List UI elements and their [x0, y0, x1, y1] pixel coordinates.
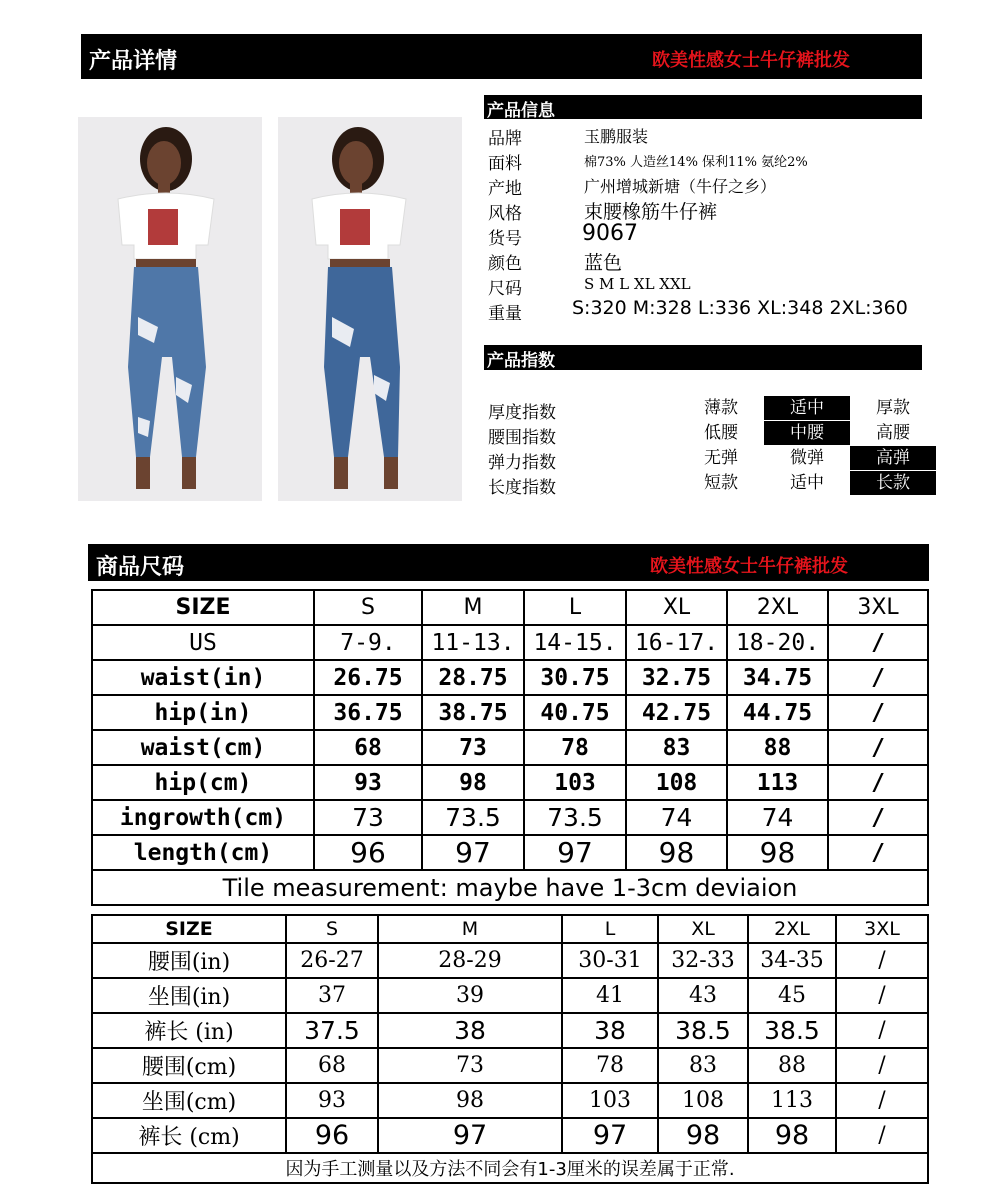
cell: 73.5	[422, 800, 524, 835]
row-label: 裤长 (in)	[92, 1013, 286, 1048]
cell: 26-27	[286, 943, 378, 978]
index-option-thin: 薄款	[704, 398, 738, 418]
index-option-regular: 适中	[790, 473, 824, 493]
cell: 98	[378, 1083, 562, 1118]
table-row	[92, 625, 928, 660]
index-option-high-waist: 高腰	[876, 423, 910, 443]
row-label: 腰围(cm)	[92, 1048, 286, 1083]
cell: 30.75	[524, 660, 626, 695]
cell: 73	[314, 800, 422, 835]
cell: 83	[626, 730, 727, 765]
index-option-mid-waist-selected: 中腰	[764, 421, 850, 445]
cell: 98	[658, 1118, 748, 1153]
cell: 30-31	[562, 943, 658, 978]
cell: /	[828, 730, 928, 765]
cell: 36.75	[314, 695, 422, 730]
cell: /	[828, 625, 928, 660]
cell: /	[828, 660, 928, 695]
cell: 28.75	[422, 660, 524, 695]
model-side-illustration	[278, 117, 462, 501]
cell: 88	[727, 730, 828, 765]
cell: 113	[748, 1083, 836, 1118]
header-2xl: 2XL	[727, 590, 828, 625]
cell: 42.75	[626, 695, 727, 730]
index-option-medium-selected: 适中	[764, 396, 850, 420]
cell: 73	[378, 1048, 562, 1083]
index-option-long-selected: 长款	[850, 471, 936, 495]
cell: 38	[378, 1013, 562, 1048]
index-label-thickness: 厚度指数	[488, 403, 556, 423]
cell: 113	[727, 765, 828, 800]
cell: 88	[748, 1048, 836, 1083]
row-label: 坐围(in)	[92, 978, 286, 1013]
index-label-length: 长度指数	[488, 478, 556, 498]
cell: 93	[314, 765, 422, 800]
table-row	[92, 1013, 928, 1048]
row-label: hip(in)	[92, 695, 314, 730]
index-option-short: 短款	[704, 473, 738, 493]
cell: 44.75	[727, 695, 828, 730]
cell: 98	[626, 835, 727, 870]
cell: 97	[562, 1118, 658, 1153]
cell: /	[828, 835, 928, 870]
cell: 34-35	[748, 943, 836, 978]
cell: 103	[524, 765, 626, 800]
cell: 78	[524, 730, 626, 765]
cell: 11-13.	[422, 625, 524, 660]
header-3xl: 3XL	[836, 915, 928, 943]
cell: 83	[658, 1048, 748, 1083]
model-photo-front	[78, 117, 262, 501]
info-value-weight: S:320 M:328 L:336 XL:348 2XL:360	[572, 297, 908, 319]
cell: /	[828, 800, 928, 835]
cell: /	[828, 695, 928, 730]
table-note-row	[92, 870, 928, 905]
index-option-high-stretch-selected: 高弹	[850, 446, 936, 470]
cell: 108	[626, 765, 727, 800]
cell: /	[836, 943, 928, 978]
header-3xl: 3XL	[828, 590, 928, 625]
model-photo-side	[278, 117, 462, 501]
cell: 38.5	[748, 1013, 836, 1048]
cell: 74	[626, 800, 727, 835]
cell: /	[836, 1048, 928, 1083]
header-xl: XL	[658, 915, 748, 943]
header-l: L	[524, 590, 626, 625]
info-value-item-no: 9067	[582, 221, 638, 246]
table-row	[92, 695, 928, 730]
row-label: 坐围(cm)	[92, 1083, 286, 1118]
table-row	[92, 730, 928, 765]
table-row	[92, 1118, 928, 1153]
header-m: M	[422, 590, 524, 625]
table-row	[92, 1083, 928, 1118]
cell: 37	[286, 978, 378, 1013]
cell: 103	[562, 1083, 658, 1118]
info-label-origin: 产地	[488, 179, 522, 199]
cell: 97	[422, 835, 524, 870]
table-row	[92, 943, 928, 978]
cell: 34.75	[727, 660, 828, 695]
index-option-thick: 厚款	[876, 398, 910, 418]
cell: 38.75	[422, 695, 524, 730]
table-header-row	[92, 590, 928, 625]
row-label: hip(cm)	[92, 765, 314, 800]
cell: 18-20.	[727, 625, 828, 660]
cell: 78	[562, 1048, 658, 1083]
info-value-style: 束腰橡筋牛仔裤	[584, 201, 718, 223]
cell: /	[828, 765, 928, 800]
model-front-illustration	[78, 117, 262, 501]
cell: 98	[727, 835, 828, 870]
header-size: SIZE	[92, 590, 314, 625]
index-label-stretch: 弹力指数	[488, 453, 556, 473]
header-m: M	[378, 915, 562, 943]
cell: 97	[524, 835, 626, 870]
info-value-origin: 广州增城新塘（牛仔之乡）	[584, 177, 777, 196]
cell: 74	[727, 800, 828, 835]
header-s: S	[286, 915, 378, 943]
product-index-header	[484, 345, 922, 370]
info-label-fabric: 面料	[488, 154, 522, 174]
table-row	[92, 978, 928, 1013]
cell: 68	[286, 1048, 378, 1083]
table-row	[92, 835, 928, 870]
product-detail-header	[81, 34, 922, 79]
size-table-english	[91, 589, 929, 906]
measurement-note-chinese: 因为手工测量以及方法不同会有1-3厘米的误差属于正常.	[92, 1153, 928, 1183]
cell: /	[836, 978, 928, 1013]
cell: 7-9.	[314, 625, 422, 660]
table-row	[92, 1048, 928, 1083]
index-option-slight-stretch: 微弹	[790, 448, 824, 468]
info-value-color: 蓝色	[584, 252, 623, 274]
table-header-row	[92, 915, 928, 943]
cell: 32-33	[658, 943, 748, 978]
info-label-size: 尺码	[488, 279, 522, 299]
cell: 73.5	[524, 800, 626, 835]
row-label: ingrowth(cm)	[92, 800, 314, 835]
product-info-title: 产品信息	[487, 101, 555, 121]
header-l: L	[562, 915, 658, 943]
cell: 68	[314, 730, 422, 765]
cell: 108	[658, 1083, 748, 1118]
cell: 43	[658, 978, 748, 1013]
info-label-color: 颜色	[488, 254, 522, 274]
header-xl: XL	[626, 590, 727, 625]
cell: 38	[562, 1013, 658, 1048]
cell: 98	[748, 1118, 836, 1153]
cell: 14-15.	[524, 625, 626, 660]
cell: 37.5	[286, 1013, 378, 1048]
cell: 41	[562, 978, 658, 1013]
table-note-row	[92, 1153, 928, 1183]
cell: /	[836, 1083, 928, 1118]
row-label: length(cm)	[92, 835, 314, 870]
info-label-style: 风格	[488, 204, 522, 224]
info-label-weight: 重量	[488, 304, 522, 324]
info-label-brand: 品牌	[488, 129, 522, 149]
row-label: waist(cm)	[92, 730, 314, 765]
info-value-brand: 玉鹏服装	[584, 127, 649, 146]
cell: 96	[314, 835, 422, 870]
cell: 45	[748, 978, 836, 1013]
cell: /	[836, 1013, 928, 1048]
cell: 38.5	[658, 1013, 748, 1048]
header-tagline: 欧美性感女士牛仔裤批发	[652, 50, 850, 71]
row-label: 裤长 (cm)	[92, 1118, 286, 1153]
table-row	[92, 765, 928, 800]
product-index-title: 产品指数	[487, 351, 555, 371]
info-value-size: S M L XL XXL	[584, 275, 691, 293]
table-row	[92, 800, 928, 835]
header-size: SIZE	[92, 915, 286, 943]
cell: 73	[422, 730, 524, 765]
cell: 26.75	[314, 660, 422, 695]
measurement-note: Tile measurement: maybe have 1-3cm deviaion	[92, 870, 928, 905]
row-label: 腰围(in)	[92, 943, 286, 978]
index-option-low-waist: 低腰	[704, 423, 738, 443]
size-section-tagline: 欧美性感女士牛仔裤批发	[650, 556, 848, 577]
product-detail-title: 产品详情	[89, 49, 178, 74]
size-section-header	[88, 544, 929, 581]
cell: 98	[422, 765, 524, 800]
cell: 93	[286, 1083, 378, 1118]
cell: 97	[378, 1118, 562, 1153]
product-info-header	[484, 95, 922, 119]
row-label: waist(in)	[92, 660, 314, 695]
info-value-fabric: 棉73% 人造丝14% 保利11% 氨纶2%	[584, 155, 808, 170]
cell: 39	[378, 978, 562, 1013]
cell: 28-29	[378, 943, 562, 978]
size-table-chinese	[91, 914, 929, 1184]
header-s: S	[314, 590, 422, 625]
header-2xl: 2XL	[748, 915, 836, 943]
cell: 16-17.	[626, 625, 727, 660]
cell: 40.75	[524, 695, 626, 730]
cell: 32.75	[626, 660, 727, 695]
info-label-item-no: 货号	[488, 229, 522, 249]
cell: 96	[286, 1118, 378, 1153]
table-row	[92, 660, 928, 695]
index-label-waist: 腰围指数	[488, 428, 556, 448]
size-section-title: 商品尺码	[96, 555, 185, 580]
row-label: US	[92, 625, 314, 660]
index-option-no-stretch: 无弹	[704, 448, 738, 468]
cell: /	[836, 1118, 928, 1153]
